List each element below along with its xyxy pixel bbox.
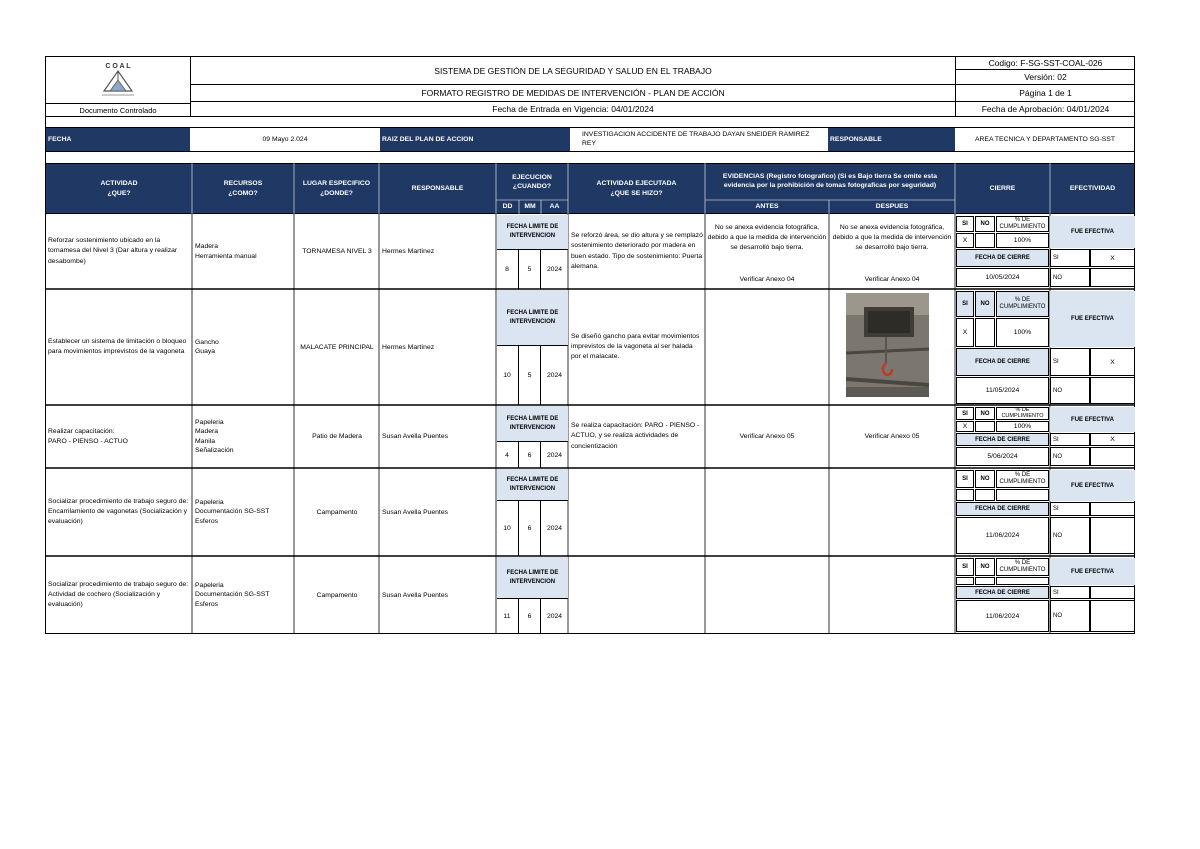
row1-limite: FECHA LIMITE DE INTERVENCION (497, 215, 568, 250)
row1-fecha-cierre: 10/05/2024 (956, 268, 1049, 287)
row1-lugar: TORNAMESA NIVEL 3 (302, 248, 372, 255)
raiz-value: INVESTIGACION ACCIDENTE DE TRABAJO DAYAN SNEIDER RAMIREZ REY (582, 130, 810, 147)
col-actividad: ACTIVIDAD ¿QUE? (100, 180, 138, 197)
row3-ef-si: SI (1050, 433, 1090, 446)
row2-aa: 2024 (546, 372, 563, 379)
row4-limite: FECHA LIMITE DE INTERVENCION (497, 469, 568, 501)
row2-actividad: Establecer un sistema de limitación o bloqueo para movimientos imprevistos de la vagoneta (48, 337, 187, 355)
row3-fecha-cierre: 5/06/2024 (956, 447, 1049, 466)
doc-version: Versión: 02 (1024, 72, 1067, 82)
system-title: SISTEMA DE GESTIÓN DE LA SEGURIDAD Y SALUD EN EL TRABAJO (434, 65, 712, 76)
row4-actividad: Socializar procedimiento de trabajo seguro de: Encarrilamiento de vagonetas (Socialización y evaluación) (48, 497, 189, 526)
row4-recursos: Papeleria Documentación SG-SST Esferos (195, 499, 270, 525)
row3-efectividad: FUE EFECTIVA (1050, 407, 1135, 432)
col-ejecucion: EJECUCION ¿CUANDO? (512, 173, 552, 190)
doc-page: Página 1 de 1 (1019, 88, 1072, 98)
row5-actividad: Socializar procedimiento de trabajo seguro de: Actividad de cochero (Socialización y evaluación) (48, 580, 189, 609)
row4-aa: 2024 (546, 525, 563, 532)
row3-despues-ref: Verificar Anexo 05 (864, 433, 920, 440)
row5-limite: FECHA LIMITE DE INTERVENCION (497, 557, 568, 599)
row4-mm: 6 (519, 501, 541, 556)
row2-recursos: Gancho Guaya (195, 338, 219, 355)
logo-text: C O A L (105, 62, 131, 70)
row3-recursos: Papeleria Madera Manila Señalización (195, 419, 234, 454)
photo-drawing (846, 293, 929, 397)
row5-pct-label: % DE CUMPLIMIENTO (996, 558, 1049, 576)
row1-antes-ref: Verificar Anexo 04 (739, 275, 795, 283)
row4-fecha-cierre-label: FECHA DE CIERRE (956, 502, 1049, 516)
row1-efectividad: FUE EFECTIVA (1050, 216, 1135, 248)
row3-pct: 100% (996, 421, 1049, 432)
row3-aa: 2024 (546, 451, 563, 459)
row2-ef-no: NO (1050, 377, 1090, 404)
row5-mm: 6 (519, 599, 541, 634)
row1-despues: No se anexa evidencia fotográfica, debido a que la medida de intervención se desarrolló bajo tierra. (832, 224, 952, 251)
row2-pct-label: % DE CUMPLIMIENTO (996, 291, 1049, 317)
entry-date: Fecha de Entrada en Vigencia: 04/01/2024 (492, 104, 654, 114)
col-evidencias: EVIDENCIAS (Registro fotografico) (Si es Bajo tierra Se omite esta evidencia por la prohibición de tomas fotograficas por seguridad) (722, 173, 938, 189)
col-mm: MM (524, 203, 536, 210)
header-grid (45, 163, 1135, 214)
row1-ef-x: X (1090, 249, 1135, 267)
row4-si-label: SI (956, 470, 974, 488)
row3-ef-no: NO (1050, 447, 1090, 466)
row2-ef-si: SI (1050, 348, 1090, 376)
fecha-label: FECHA (46, 128, 190, 151)
row5-recursos: Papeleria Documentación SG-SST Esferos (195, 582, 270, 608)
controlled-label: Documento Controlado (45, 103, 191, 117)
row3-no-label: NO (975, 407, 995, 420)
row1-responsable: Hermes Martínez (382, 248, 435, 255)
row5-responsable: Susan Avella Puentes (382, 591, 449, 599)
row3-cierre-block (956, 405, 1135, 468)
row3-limite: FECHA LIMITE DE INTERVENCION (497, 406, 568, 442)
row2-fecha-cierre: 11/05/2024 (956, 377, 1049, 404)
col-dd: DD (502, 203, 513, 210)
row2-efectividad: FUE EFECTIVA (1050, 291, 1135, 347)
row2-si-label: SI (956, 291, 974, 317)
row5-ef-si: SI (1050, 586, 1090, 599)
row4-ef-si: SI (1050, 502, 1090, 516)
row3-antes-ref: Verificar Anexo 05 (739, 433, 795, 440)
responsable-label: RESPONSABLE (828, 128, 955, 151)
approval-date: Fecha de Aprobación: 04/01/2024 (981, 104, 1110, 114)
row1-fecha-cierre-label: FECHA DE CIERRE (956, 249, 1049, 267)
col-antes: ANTES (755, 203, 779, 210)
col-aa: AA (549, 203, 560, 210)
row4-fecha-cierre: 11/06/2024 (956, 517, 1049, 554)
row4-dd: 10 (496, 501, 519, 556)
row1-recursos: Madera Herramienta manual (195, 243, 257, 260)
row5-aa: 2024 (546, 613, 563, 620)
row2-fecha-cierre-label: FECHA DE CIERRE (956, 348, 1049, 376)
row2-ef-x: X (1090, 348, 1135, 376)
row5-fecha-cierre: 11/06/2024 (956, 600, 1049, 632)
row1-actividad: Reforzar sostenimiento ubicado en la tornamesa del Nivel 3 (Dar altura y realizar desabombe) (48, 237, 178, 265)
row1-cierre-block (956, 214, 1135, 289)
col-responsable: RESPONSABLE (411, 185, 464, 192)
col-cierre: CIERRE (989, 185, 1016, 192)
row1-aa: 2024 (546, 266, 563, 273)
col-efectividad: EFECTIVIDAD (1069, 185, 1116, 192)
row2-mm: 5 (519, 346, 541, 405)
row3-lugar: Patio de Madera (312, 433, 362, 440)
col-recursos: RECURSOS ¿COMO? (223, 180, 263, 197)
row2-dd: 10 (496, 346, 519, 405)
row2-responsable: Hermes Martínez (382, 343, 435, 351)
row1-cierre-x: X (956, 233, 974, 248)
row3-cierre-x: X (956, 421, 974, 432)
row3-ejecutada: Se realiza capacitación: PARO - PIENSO - ACTUO, y se realiza actividades de concientización (571, 422, 700, 450)
row1-mm: 5 (519, 250, 541, 289)
row2-cierre-x: X (956, 318, 974, 347)
row3-ef-x: X (1090, 433, 1135, 446)
row1-antes: No se anexa evidencia fotográfica, debido a que la medida de intervención se desarrolló bajo tierra. (707, 224, 827, 251)
row4-lugar: Campamento (316, 508, 358, 516)
row4-cierre-block (956, 468, 1135, 556)
row3-mm: 6 (519, 442, 541, 468)
row3-actividad: Realizar capacitación: PARO - PIENSO - ACTUO (48, 428, 128, 445)
row2-pct: 100% (996, 318, 1049, 347)
logo (46, 57, 190, 102)
row3-responsable: Susan Avella Puentes (382, 433, 449, 440)
row2-cierre-block (956, 289, 1135, 405)
raiz-label: RAIZ DEL PLAN DE ACCION (380, 128, 570, 151)
row4-responsable: Susan Avella Puentes (382, 508, 449, 516)
row1-ejecutada: Se reforzó área, se dio altura y se remplazó sostenimiento deteriorado por madera en buen estado. Tipo de sostenimiento: Puerta alemana. (571, 232, 703, 270)
row1-pct-label: % DE CUMPLIMIENTO (996, 216, 1049, 232)
row5-cierre-block (956, 556, 1135, 634)
row1-no-label: NO (975, 216, 995, 232)
row2-no-label: NO (975, 291, 995, 317)
evidence-photo (846, 293, 929, 397)
row5-efectividad: FUE EFECTIVA (1050, 558, 1135, 585)
row1-dd: 8 (496, 250, 519, 289)
row5-si-label: SI (956, 558, 974, 576)
row3-fecha-cierre-label: FECHA DE CIERRE (956, 433, 1049, 446)
doc-code: Codigo: F-SG-SST-COAL-026 (988, 58, 1103, 68)
responsable-value: AREA TECNICA Y DEPARTAMENTO SG-SST (974, 136, 1115, 143)
row4-pct-label: % DE CUMPLIMIENTO (996, 470, 1049, 488)
row5-ef-no: NO (1050, 600, 1090, 632)
row3-dd: 4 (496, 442, 519, 468)
row4-efectividad: FUE EFECTIVA (1050, 470, 1135, 501)
row5-dd: 11 (496, 599, 519, 634)
row5-no-label: NO (975, 558, 995, 576)
row1-ef-no: NO (1050, 268, 1090, 287)
fecha-value: 09 Mayo 2.024 (262, 136, 308, 143)
row1-si-label: SI (956, 216, 974, 232)
row3-si-label: SI (956, 407, 974, 420)
row2-ejecutada: Se diseñó gancho para evitar movimientos imprevistos de la vagoneta al ser halada por el malacate. (571, 332, 700, 361)
col-lugar: LUGAR ESPECIFICO ¿DONDE? (302, 180, 371, 197)
row3-pct-label: % DE CUMPLIMIENTO (996, 407, 1049, 420)
row1-despues-ref: Verificar Anexo 04 (864, 275, 920, 283)
row2-limite: FECHA LIMITE DE INTERVENCION (497, 290, 568, 346)
col-ejecutada: ACTIVIDAD EJECUTADA ¿QUE SE HIZO? (596, 180, 677, 197)
col-despues: DESPUES (875, 203, 909, 210)
row5-lugar: Campamento (316, 591, 358, 599)
format-title: FORMATO REGISTRO DE MEDIDAS DE INTERVENCIÓN - PLAN DE ACCIÓN (421, 88, 725, 98)
row5-fecha-cierre-label: FECHA DE CIERRE (956, 586, 1049, 599)
row4-ef-no: NO (1050, 517, 1090, 554)
row1-pct: 100% (996, 233, 1049, 248)
row2-lugar: MALACATE PRINCIPAL (300, 343, 374, 351)
row1-ef-si: SI (1050, 249, 1090, 267)
row4-no-label: NO (975, 470, 995, 488)
